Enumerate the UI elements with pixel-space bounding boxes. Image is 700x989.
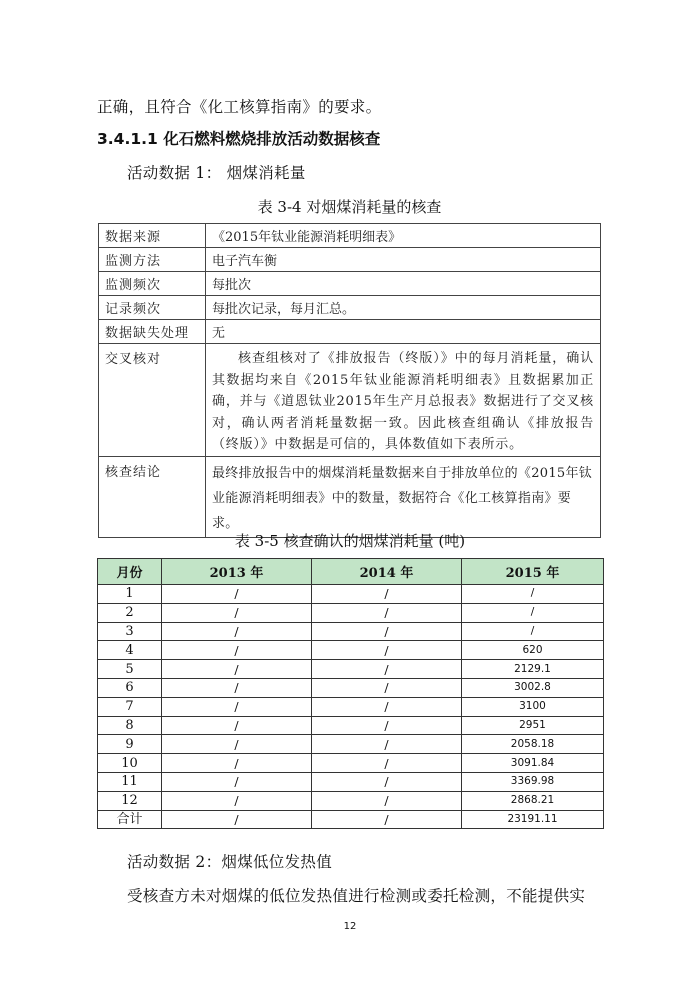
table-row: [98, 791, 604, 810]
cell-2014: /: [312, 810, 462, 829]
cell-month: 7: [98, 697, 162, 716]
cell-2014: /: [312, 622, 462, 641]
cell-2014: /: [312, 697, 462, 716]
row-label: 核查结论: [99, 456, 206, 537]
cell-2013: /: [162, 641, 312, 660]
cell-2014: /: [312, 603, 462, 622]
cell-2015: 620: [462, 641, 604, 660]
page-number: 12: [343, 921, 357, 932]
table-header-row: [98, 559, 604, 585]
table-row: [99, 248, 601, 272]
cell-2015: 2129.1: [462, 660, 604, 679]
table-row: [98, 772, 604, 791]
cell-2013: /: [162, 678, 312, 697]
row-value: 电子汽车衡: [206, 248, 601, 272]
cell-2015: 3091.84: [462, 754, 604, 773]
cell-2014: /: [312, 772, 462, 791]
cell-2014: /: [312, 660, 462, 679]
row-value: 《2015年钛业能源消耗明细表》: [206, 224, 601, 248]
cell-2015: /: [462, 622, 604, 641]
cell-month: 12: [98, 791, 162, 810]
table-row: [98, 678, 604, 697]
cell-month: 9: [98, 735, 162, 754]
cell-2014: /: [312, 716, 462, 735]
cell-month: 11: [98, 772, 162, 791]
activity-data-1-label: 活动数据 1： 烟煤消耗量: [127, 164, 306, 182]
row-label: 监测方法: [99, 248, 206, 272]
cell-2015: 2868.21: [462, 791, 604, 810]
intro-line: 正确，且符合《化工核算指南》的要求。: [97, 98, 382, 116]
table-3-5-caption: 表 3-5 核查确认的烟煤消耗量 (吨): [234, 532, 466, 550]
table-row: [98, 585, 604, 604]
table-row: [98, 754, 604, 773]
cell-month: 合计: [98, 810, 162, 829]
table-3-5-coal-consumption: [97, 558, 604, 829]
header-2015: 2015 年: [462, 559, 604, 585]
cell-2014: /: [312, 641, 462, 660]
table-row: [98, 603, 604, 622]
cell-month: 2: [98, 603, 162, 622]
cell-month: 8: [98, 716, 162, 735]
header-month: 月份: [98, 559, 162, 585]
table-row: [98, 622, 604, 641]
table-row: [98, 660, 604, 679]
cell-2013: /: [162, 585, 312, 604]
table-row: [98, 641, 604, 660]
row-value: 无: [206, 320, 601, 344]
table-row: [98, 716, 604, 735]
cell-2014: /: [312, 791, 462, 810]
row-label: 监测频次: [99, 272, 206, 296]
cell-2015: 2951: [462, 716, 604, 735]
cell-2013: /: [162, 754, 312, 773]
row-label: 交叉核对: [99, 344, 206, 457]
cell-2015: 3002.8: [462, 678, 604, 697]
header-2014: 2014 年: [312, 559, 462, 585]
cell-2013: /: [162, 697, 312, 716]
row-value: 核查组核对了《排放报告（终版）》中的每月消耗量，确认其数据均来自《2015年钛业能源消耗明细表》且数据累加正确，并与《道恩钛业2015年生产月总报表》数据进行了交叉核对，确认两者消耗量数据一致。因此核查组确认《排放报告（终版）》中数据是可信的，具体数值如下表所示。: [206, 344, 601, 457]
row-label: 数据缺失处理: [99, 320, 206, 344]
cell-2013: /: [162, 660, 312, 679]
section-heading: 3.4.1.1 化石燃料燃烧排放活动数据核查: [97, 130, 381, 148]
cell-2014: /: [312, 754, 462, 773]
table-row: [98, 735, 604, 754]
header-2013: 2013 年: [162, 559, 312, 585]
cell-month: 3: [98, 622, 162, 641]
cell-2015: /: [462, 585, 604, 604]
cell-2013: /: [162, 603, 312, 622]
row-value: 每批次记录，每月汇总。: [206, 296, 601, 320]
cell-2015: /: [462, 603, 604, 622]
cell-2013: /: [162, 791, 312, 810]
cell-2015: 23191.11: [462, 810, 604, 829]
table-row: [99, 224, 601, 248]
cell-month: 1: [98, 585, 162, 604]
closing-line: 受核查方未对烟煤的低位发热值进行检测或委托检测，不能提供实: [127, 887, 586, 905]
cell-2014: /: [312, 735, 462, 754]
table-row: [99, 272, 601, 296]
row-value: 最终排放报告中的烟煤消耗量数据来自于排放单位的《2015年钛业能源消耗明细表》中的数量，数据符合《化工核算指南》要求。: [206, 456, 601, 537]
cell-2013: /: [162, 735, 312, 754]
table-row: [98, 810, 604, 829]
table-row: [99, 320, 601, 344]
cell-month: 10: [98, 754, 162, 773]
table-row: [98, 697, 604, 716]
row-label: 记录频次: [99, 296, 206, 320]
table-row: [99, 344, 601, 457]
table-row: [99, 456, 601, 537]
table-3-4-verification: [98, 223, 601, 538]
cell-2015: 3100: [462, 697, 604, 716]
table-row: [99, 296, 601, 320]
cell-2013: /: [162, 810, 312, 829]
cell-2015: 3369.98: [462, 772, 604, 791]
cell-2013: /: [162, 772, 312, 791]
row-value: 每批次: [206, 272, 601, 296]
row-label: 数据来源: [99, 224, 206, 248]
table-3-4-caption: 表 3-4 对烟煤消耗量的核查: [257, 198, 442, 216]
activity-data-2-label: 活动数据 2：烟煤低位发热值: [127, 853, 332, 871]
cell-2014: /: [312, 678, 462, 697]
cell-month: 5: [98, 660, 162, 679]
cell-month: 6: [98, 678, 162, 697]
cell-2013: /: [162, 716, 312, 735]
cell-2014: /: [312, 585, 462, 604]
cell-2013: /: [162, 622, 312, 641]
cell-month: 4: [98, 641, 162, 660]
cell-2015: 2058.18: [462, 735, 604, 754]
